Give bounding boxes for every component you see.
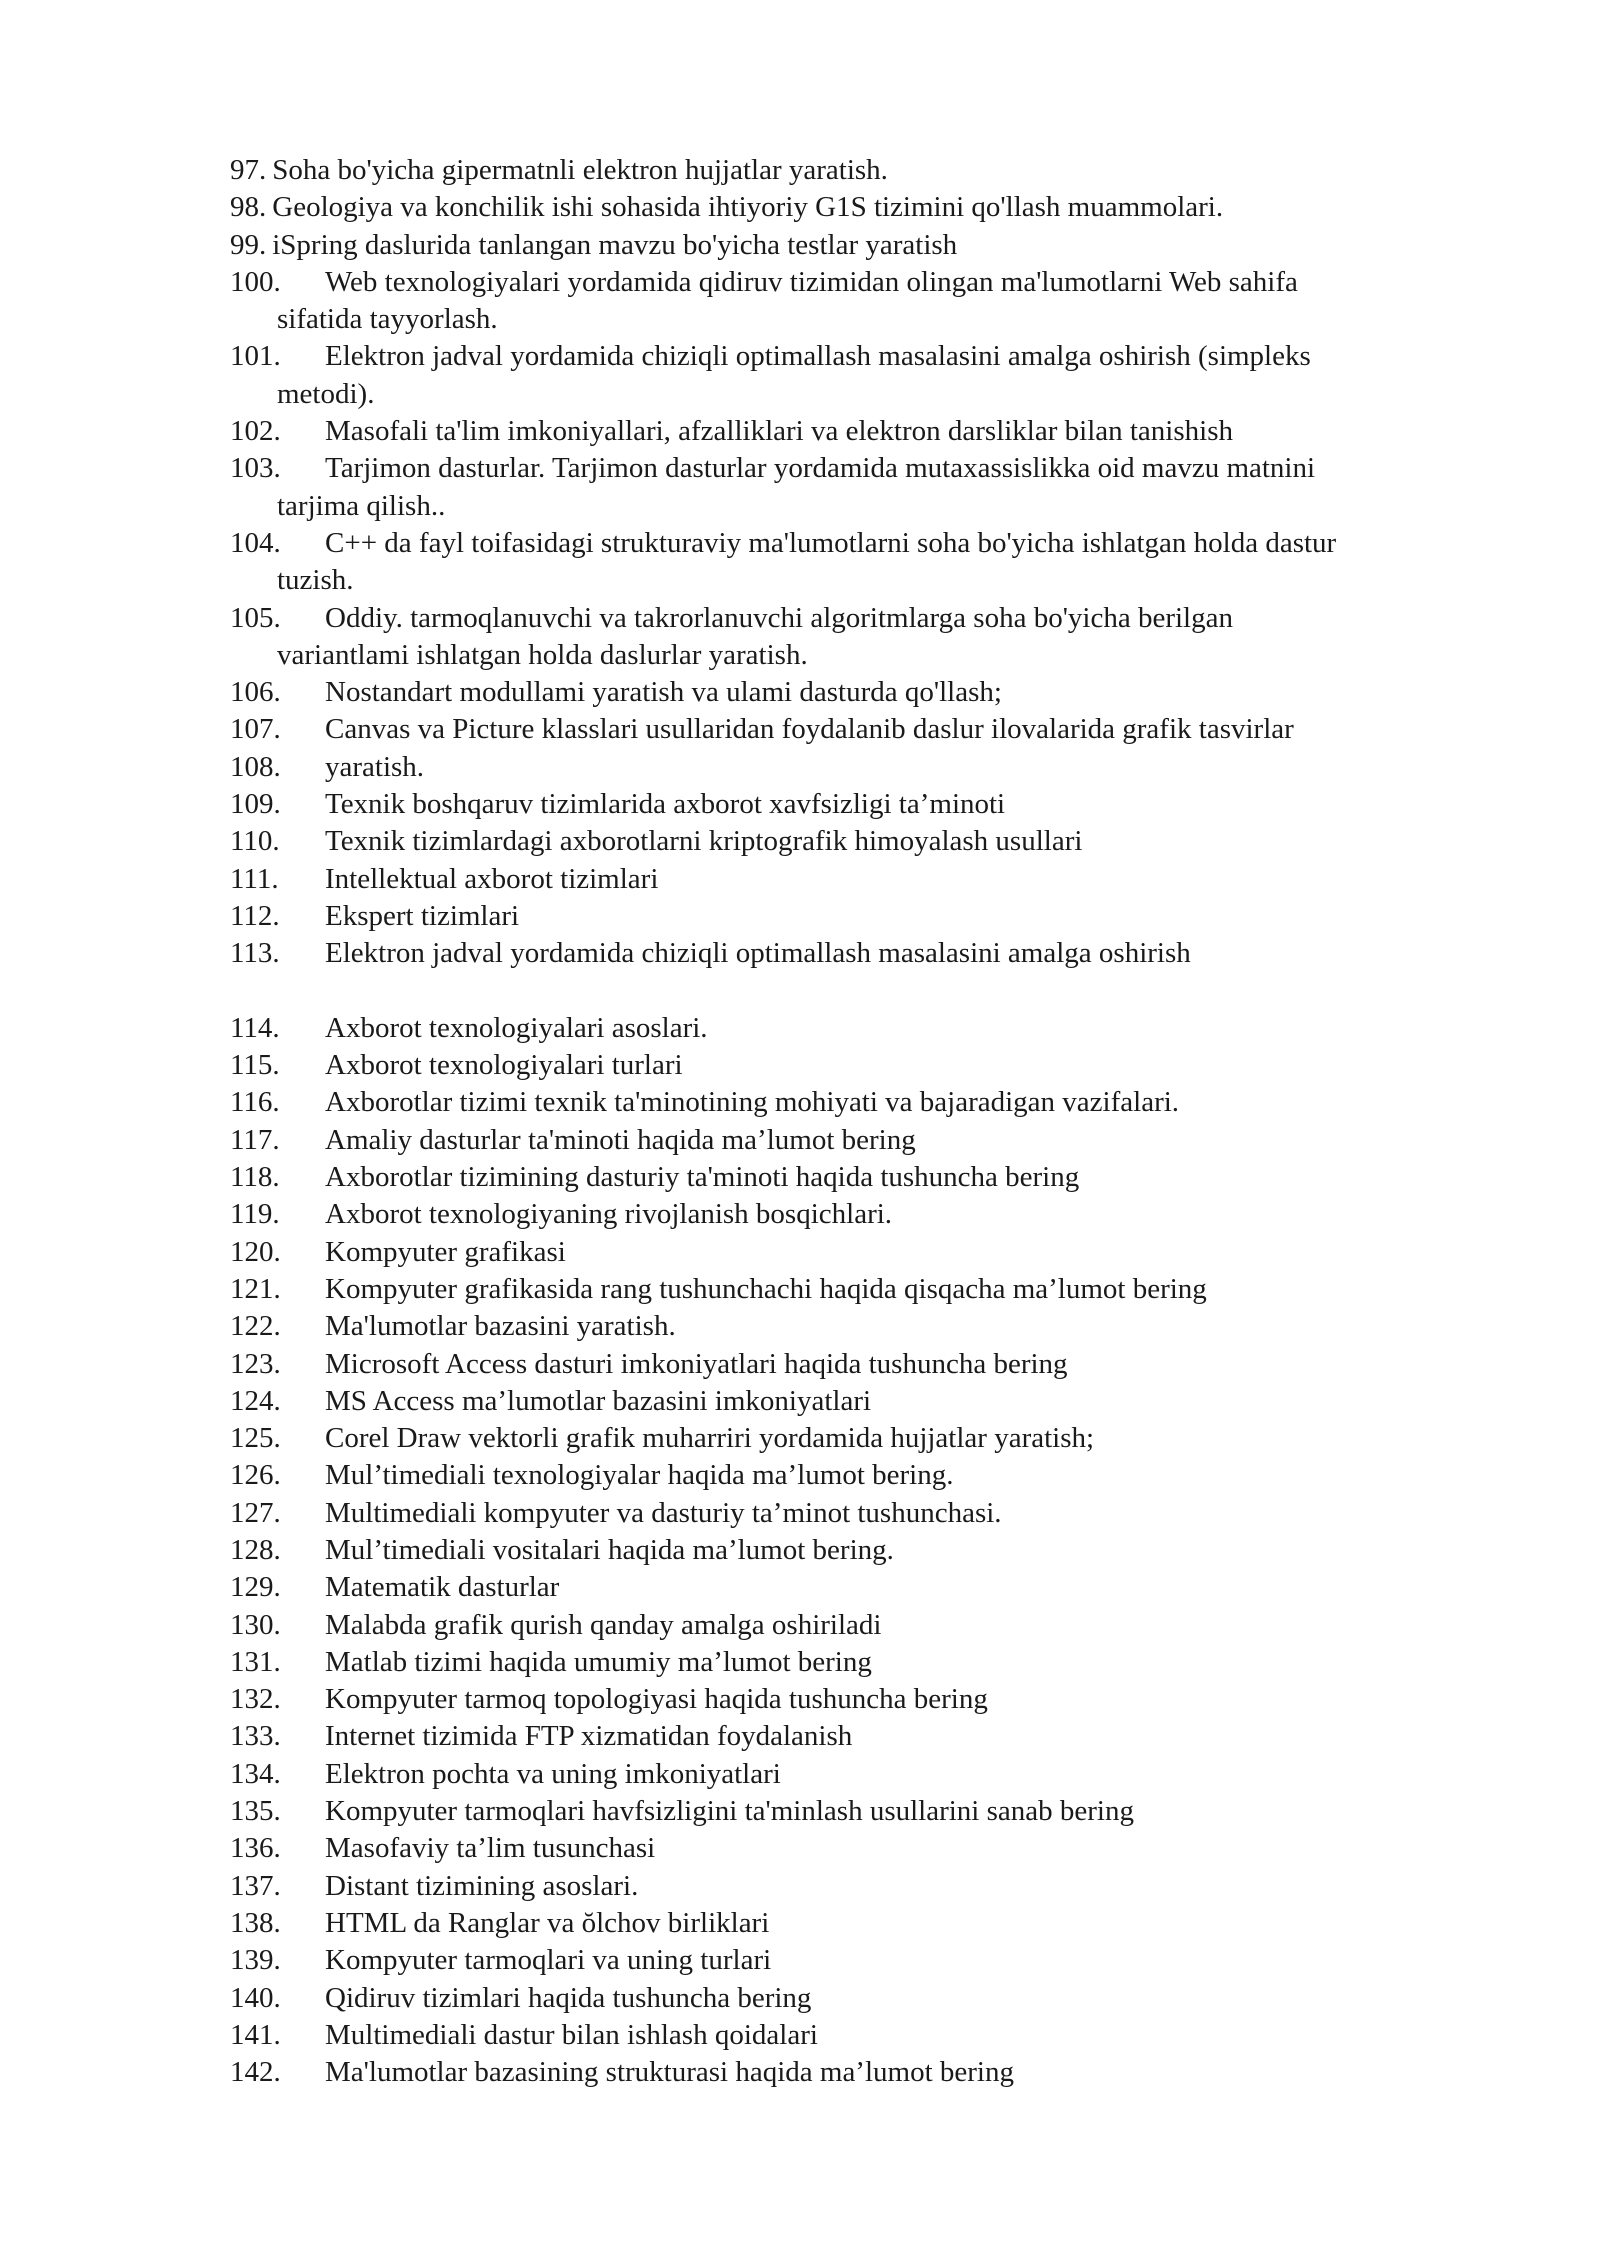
list-item: [230, 1420, 1480, 1457]
item-text: Matematik dasturlar: [325, 1571, 560, 1604]
item-number: 114.: [230, 1011, 280, 1044]
list-item: [230, 1196, 1480, 1233]
item-text-continuation: sifatida tayyorlash.: [277, 303, 498, 336]
list-item: [230, 600, 1480, 637]
item-text-continuation: variantlami ishlatgan holda daslurlar yaratish.: [277, 638, 808, 671]
item-text: Qidiruv tizimlari haqida tushuncha bering: [325, 1981, 812, 2014]
list-item: [230, 525, 1480, 562]
item-text: MS Access ma’lumotlar bazasini imkoniyatlari: [325, 1384, 872, 1417]
list-item: [230, 1830, 1480, 1867]
item-text: Distant tizimining asoslari.: [325, 1869, 639, 1902]
item-text: Web texnologiyalari yordamida qidiruv tizimidan olingan ma'lumotlarni Web sahifa: [325, 265, 1298, 298]
item-number: 117.: [230, 1123, 280, 1156]
item-text-continuation: metodi).: [277, 377, 375, 410]
item-text: Ma'lumotlar bazasini yaratish.: [325, 1310, 676, 1343]
list-item: [230, 189, 1480, 226]
item-text: Ekspert tizimlari: [325, 899, 520, 932]
item-text: iSpring daslurida tanlangan mavzu bo'yicha testlar yaratish: [272, 228, 958, 261]
item-number: 122.: [230, 1310, 281, 1343]
item-text: Masofali ta'lim imkoniyallari, afzalliklari va elektron darsliklar bilan tanishish: [325, 415, 1233, 448]
list-item: [230, 749, 1480, 786]
list-item: [230, 1457, 1480, 1494]
item-text: Kompyuter tarmoq topologiyasi haqida tushuncha bering: [325, 1683, 988, 1716]
list-item: [230, 1346, 1480, 1383]
item-text: Soha bo'yicha gipermatnli elektron hujjatlar yaratish.: [272, 154, 888, 186]
item-text: Matlab tizimi haqida umumiy ma’lumot bering: [325, 1645, 872, 1678]
item-text: Multimediali dastur bilan ishlash qoidalari: [325, 2018, 818, 2051]
item-number: 135.: [230, 1795, 281, 1828]
item-number: 124.: [230, 1384, 281, 1417]
item-text: Texnik tizimlardagi axborotlarni kriptografik himoyalash usullari: [325, 825, 1083, 858]
item-text: Axborot texnologiyalari turlari: [325, 1049, 683, 1082]
item-number: 115.: [230, 1049, 280, 1082]
list-item: [230, 1681, 1480, 1718]
item-text: Axborot texnologiyaning rivojlanish bosqichlari.: [325, 1198, 893, 1231]
item-number: 112.: [230, 899, 280, 932]
item-text: Amaliy dasturlar ta'minoti haqida ma’lumot bering: [325, 1123, 916, 1156]
item-text: Kompyuter grafikasi: [325, 1235, 566, 1268]
list-item: [230, 1010, 1480, 1047]
item-number: 113.: [230, 937, 280, 970]
list-item: [230, 1383, 1480, 1420]
list-item: [230, 935, 1480, 972]
list-item: [230, 1495, 1480, 1532]
list-item: [230, 1569, 1480, 1606]
list-item: [230, 1084, 1480, 1121]
list-item: [230, 1308, 1480, 1345]
item-number: 133.: [230, 1720, 281, 1753]
item-number: 128.: [230, 1533, 281, 1566]
item-number: 139.: [230, 1944, 281, 1977]
item-text: Multimediali kompyuter va dasturiy ta’minot tushunchasi.: [325, 1496, 1002, 1529]
item-number: 118.: [230, 1161, 280, 1194]
item-text: Mul’timediali vositalari haqida ma’lumot bering.: [325, 1533, 894, 1566]
item-number: 121.: [230, 1272, 281, 1305]
item-number: 102.: [230, 415, 281, 448]
list-item: [230, 1756, 1480, 1793]
list-item: [230, 1159, 1480, 1196]
item-text: Malabda grafik qurish qanday amalga oshiriladi: [325, 1608, 882, 1641]
list-item: [230, 2054, 1480, 2091]
item-number: 109.: [230, 788, 281, 821]
item-text-continuation: tarjima qilish..: [277, 489, 446, 522]
item-text: Elektron pochta va uning imkoniyatlari: [325, 1757, 781, 1790]
item-number: 141.: [230, 2018, 281, 2051]
item-text: Texnik boshqaruv tizimlarida axborot xavfsizligi ta’minoti: [325, 788, 1006, 821]
item-number: 119.: [230, 1198, 280, 1231]
list-item: [230, 1718, 1480, 1755]
item-text: Geologiya va konchilik ishi sohasida ihtiyoriy G1S tizimini qo'llash muammolari.: [272, 191, 1224, 224]
item-text: Canvas va Picture klasslari usullaridan foydalanib daslur ilovalarida grafik tasvirlar: [325, 713, 1294, 746]
item-number: 101.: [230, 340, 281, 373]
list-item: [230, 861, 1480, 898]
item-number: 108.: [230, 750, 281, 783]
item-text: Elektron jadval yordamida chiziqli optimallash masalasini amalga oshirish: [325, 937, 1191, 970]
list-item: [230, 1234, 1480, 1271]
item-number: 99.: [230, 228, 267, 261]
item-number: 140.: [230, 1981, 281, 2014]
item-text: yaratish.: [325, 750, 425, 783]
item-number: 123.: [230, 1347, 281, 1380]
list-item: [230, 786, 1480, 823]
item-number: 104.: [230, 526, 281, 559]
item-text: Mul’timediali texnologiyalar haqida ma’lumot bering.: [325, 1459, 954, 1492]
item-number: 116.: [230, 1086, 280, 1119]
numbered-topic-list: [230, 152, 1480, 2091]
list-item: [230, 1942, 1480, 1979]
list-item: [230, 264, 1480, 301]
item-text: Oddiy. tarmoqlanuvchi va takrorlanuvchi algoritmlarga soha bo'yicha berilgan: [325, 601, 1233, 634]
item-number: 130.: [230, 1608, 281, 1641]
item-number: 134.: [230, 1757, 281, 1790]
list-item: [230, 1122, 1480, 1159]
item-text: Axborotlar tizimining dasturiy ta'minoti haqida tushuncha bering: [325, 1161, 1080, 1194]
list-item: [230, 1047, 1480, 1084]
item-number: 110.: [230, 825, 280, 858]
item-number: 127.: [230, 1496, 281, 1529]
item-text: Nostandart modullami yaratish va ulami dasturda qo'llash;: [325, 676, 1002, 709]
list-item: [230, 1607, 1480, 1644]
list-item: [230, 1644, 1480, 1681]
item-number: 100.: [230, 265, 281, 298]
list-item: [230, 152, 1480, 189]
item-text: Ma'lumotlar bazasining strukturasi haqida ma’lumot bering: [325, 2056, 1014, 2089]
list-item: [230, 450, 1480, 487]
list-item: [230, 711, 1480, 748]
item-text: HTML da Ranglar va ŏlchov birliklari: [325, 1906, 770, 1939]
item-number: 142.: [230, 2056, 281, 2089]
list-item: [230, 227, 1480, 264]
list-item: [230, 338, 1480, 375]
blank-line: [230, 973, 1480, 1010]
item-text: Axborot texnologiyalari asoslari.: [325, 1011, 708, 1044]
item-number: 131.: [230, 1645, 281, 1678]
item-number: 138.: [230, 1906, 281, 1939]
item-text: Kompyuter tarmoqlari va uning turlari: [325, 1944, 772, 1977]
item-number: 107.: [230, 713, 281, 746]
item-number: 126.: [230, 1459, 281, 1492]
item-text: C++ da fayl toifasidagi strukturaviy ma'lumotlarni soha bo'yicha ishlatgan holda dastur: [325, 526, 1337, 559]
item-text: Kompyuter grafikasida rang tushunchachi haqida qisqacha ma’lumot bering: [325, 1272, 1207, 1305]
item-text-continuation: tuzish.: [277, 564, 354, 597]
list-item: [230, 1868, 1480, 1905]
item-text: Microsoft Access dasturi imkoniyatlari haqida tushuncha bering: [325, 1347, 1068, 1380]
list-item: [230, 1532, 1480, 1569]
item-number: 125.: [230, 1422, 281, 1455]
item-number: 137.: [230, 1869, 281, 1902]
item-text: Intellektual axborot tizimlari: [325, 862, 659, 895]
item-text: Kompyuter tarmoqlari havfsizligini ta'minlash usullarini sanab bering: [325, 1795, 1134, 1828]
list-item: [230, 823, 1480, 860]
item-number: 103.: [230, 452, 281, 485]
list-item: [230, 1271, 1480, 1308]
item-number: 106.: [230, 676, 281, 709]
item-text: Tarjimon dasturlar. Tarjimon dasturlar yordamida mutaxassislikka oid mavzu matnini: [325, 452, 1316, 485]
item-number: 129.: [230, 1571, 281, 1604]
item-text: Masofaviy ta’lim tusunchasi: [325, 1832, 656, 1865]
list-item: [230, 1980, 1480, 2017]
item-number: 98.: [230, 191, 267, 224]
item-text: Axborotlar tizimi texnik ta'minotining mohiyati va bajaradigan vazifalari.: [325, 1086, 1180, 1119]
list-item: [230, 1905, 1480, 1942]
item-number: 120.: [230, 1235, 281, 1268]
list-item: [230, 413, 1480, 450]
item-number: 132.: [230, 1683, 281, 1716]
item-text: Elektron jadval yordamida chiziqli optimallash masalasini amalga oshirish (simpleks: [325, 340, 1311, 373]
list-item: [230, 1793, 1480, 1830]
item-text: Corel Draw vektorli grafik muharriri yordamida hujjatlar yaratish;: [325, 1422, 1095, 1455]
item-text: Internet tizimida FTP xizmatidan foydalanish: [325, 1720, 853, 1753]
item-number: 105.: [230, 601, 281, 634]
item-number: 136.: [230, 1832, 281, 1865]
item-number: 97.: [230, 154, 267, 186]
list-item: [230, 674, 1480, 711]
list-item: [230, 898, 1480, 935]
list-item: [230, 2017, 1480, 2054]
item-number: 111.: [230, 862, 279, 895]
